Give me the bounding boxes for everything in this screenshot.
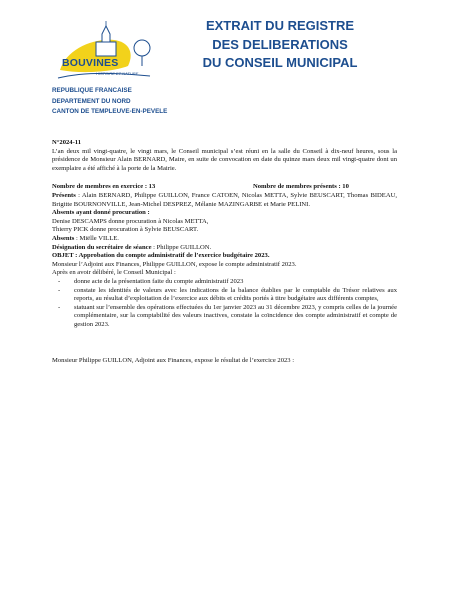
object-heading: OBJET : Approbation du compte administratif de l’exercice budgétaire 2023.: [52, 252, 270, 260]
members-row: [52, 183, 397, 192]
canton-line: CANTON DE TEMPLEUVE-EN-PEVELE: [52, 108, 168, 115]
present-list: : Alain BERNARD, Philippe GUILLON, France CATOEN, Nicolas METTA, Sylvie BEUSCART, Thomas BIDEAU, Brigitte BOURNONVILLE, Jean-Michel DESPREZ, Mélanie MAZINGARBE et Marie PELINI.: [52, 191, 397, 208]
deliberation-body: [52, 139, 397, 366]
secretary-paragraph: [52, 244, 397, 253]
logo-subtitle: HISTOIRE ET NATURE: [96, 71, 139, 76]
administrative-header: [52, 86, 167, 118]
title-line-2: DES DELIBERATIONS: [212, 36, 348, 52]
document-title: [170, 17, 390, 73]
title-line-3: DU CONSEIL MUNICIPAL: [202, 55, 358, 70]
department-line: DEPARTEMENT DU NORD: [52, 97, 131, 105]
present-label: Présents: [52, 191, 76, 199]
members-in-exercise: Nombre de membres en exercice : 13: [52, 183, 156, 191]
absent-paragraph: [52, 235, 397, 244]
title-line-1: EXTRAIT DU REGISTRE: [205, 18, 355, 33]
decision-item: - statuant sur l’ensemble des opérations effectuées du 1er janvier 2023 au 31 décembre 2023, y compris celles de la journée complémentaire, sur la comptabilité des valeurs inactives, constate la coïncidence des compte administratif et compte de gestion 2023.: [52, 304, 397, 330]
bouvines-logo: [52, 20, 157, 85]
proxy-line-2: Thierry PICK donne procuration à Sylvie BEUSCART.: [52, 226, 199, 234]
proxy-line-1: Denise DESCAMPS donne procuration à Nicolas METTA,: [52, 217, 209, 225]
members-present: Nombre de membres présents : 10: [253, 183, 349, 191]
deliberation-number: N°2024-11: [52, 139, 82, 146]
decision-item: - constate les identités de valeurs avec les indications de la balance établies par le comptable du Trésor relatives aux reports, au résultat d’exploitation de l’exercice aux débits et crédits portés à titre budgétaire aux différents comptes,: [52, 287, 397, 304]
intro-paragraph: L’an deux mil vingt-quatre, le vingt mars, le Conseil municipal s’est réuni en la salle du Conseil à dix-neuf heures, sous la présidence de Monsieur Alain BERNARD, Maire, en suite de convocation en date du quinze mars deux mil vingt-quatre dont un exemplaire a été affiché à la porte de la Mairie.: [52, 147, 397, 172]
secretary-name: : Philippe GUILLON.: [151, 243, 212, 251]
deliberation-paragraph: Après en avoir délibéré, le Conseil Municipal :: [52, 269, 176, 277]
decision-item: - donne acte de la présentation faite du compte administratif 2023: [52, 278, 397, 287]
republic-line: REPUBLIQUE FRANCAISE: [52, 87, 132, 94]
proxy-label: Absents ayant donné procuration :: [52, 209, 150, 217]
finance-paragraph: Monsieur l’Adjoint aux Finances, Philippe GUILLON, expose le compte administratif 2023.: [52, 260, 297, 268]
absent-label: Absents: [52, 234, 75, 242]
secretary-label: Désignation du secrétaire de séance: [52, 243, 152, 251]
absent-list: : Miëlle VILLE.: [74, 234, 119, 242]
decision-list: [52, 278, 397, 330]
result-paragraph: Monsieur Philippe GUILLON, Adjoint aux Finances, expose le résultat de l’exercice 2023 :: [52, 357, 295, 365]
present-paragraph: [52, 192, 397, 209]
logo-brand: BOUVINES: [62, 57, 119, 69]
